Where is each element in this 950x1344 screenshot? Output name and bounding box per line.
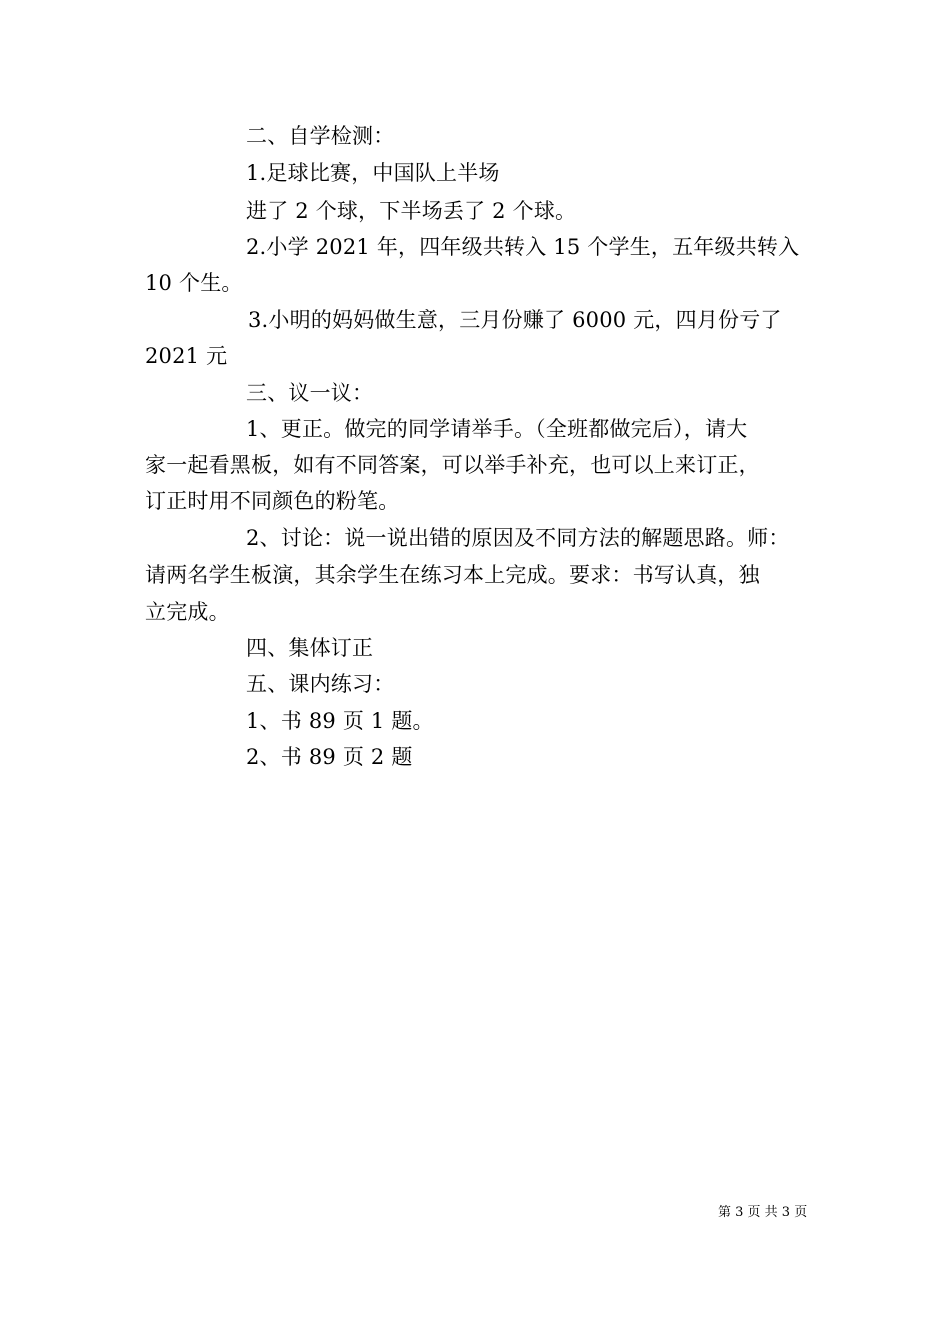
question-2-line-2: 10 个生。 (145, 271, 243, 295)
question-3-line-2: 2021 元 (145, 344, 228, 368)
discuss-item-1-line-2: 家一起看黑板，如有不同答案，可以举手补充，也可以上来订正， (145, 453, 760, 477)
section-heading-class-practice: 五、课内练习： (246, 672, 395, 696)
question-1-line-2: 进了 2 个球，下半场丢了 2 个球。 (246, 199, 577, 223)
discuss-item-1-line-1: 1、更正。做完的同学请举手。（全班都做完后），请大 (246, 417, 748, 441)
section-heading-self-test: 二、自学检测： (246, 124, 395, 148)
section-heading-discuss: 三、议一议： (246, 381, 374, 405)
discuss-item-2-line-3: 立完成。 (145, 600, 230, 624)
question-1-line-1: 1.足球比赛，中国队上半场 (246, 161, 500, 185)
section-heading-group-correction: 四、集体订正 (246, 636, 374, 660)
question-3-line-1: 3.小明的妈妈做生意，三月份赚了 6000 元，四月份亏了 (248, 308, 782, 332)
discuss-item-2-line-1: 2、讨论：说一说出错的原因及不同方法的解题思路。师： (246, 526, 790, 550)
question-2-line-1: 2.小学 2021 年，四年级共转入 15 个学生，五年级共转入 (246, 235, 800, 259)
practice-item-1: 1、书 89 页 1 题。 (246, 709, 434, 733)
discuss-item-2-line-2: 请两名学生板演，其余学生在练习本上完成。要求：书写认真，独 (145, 563, 760, 587)
discuss-item-1-line-3: 订正时用不同颜色的粉笔。 (145, 489, 400, 513)
page-number-footer: 第 3 页 共 3 页 (718, 1205, 808, 1220)
practice-item-2: 2、书 89 页 2 题 (246, 745, 413, 769)
